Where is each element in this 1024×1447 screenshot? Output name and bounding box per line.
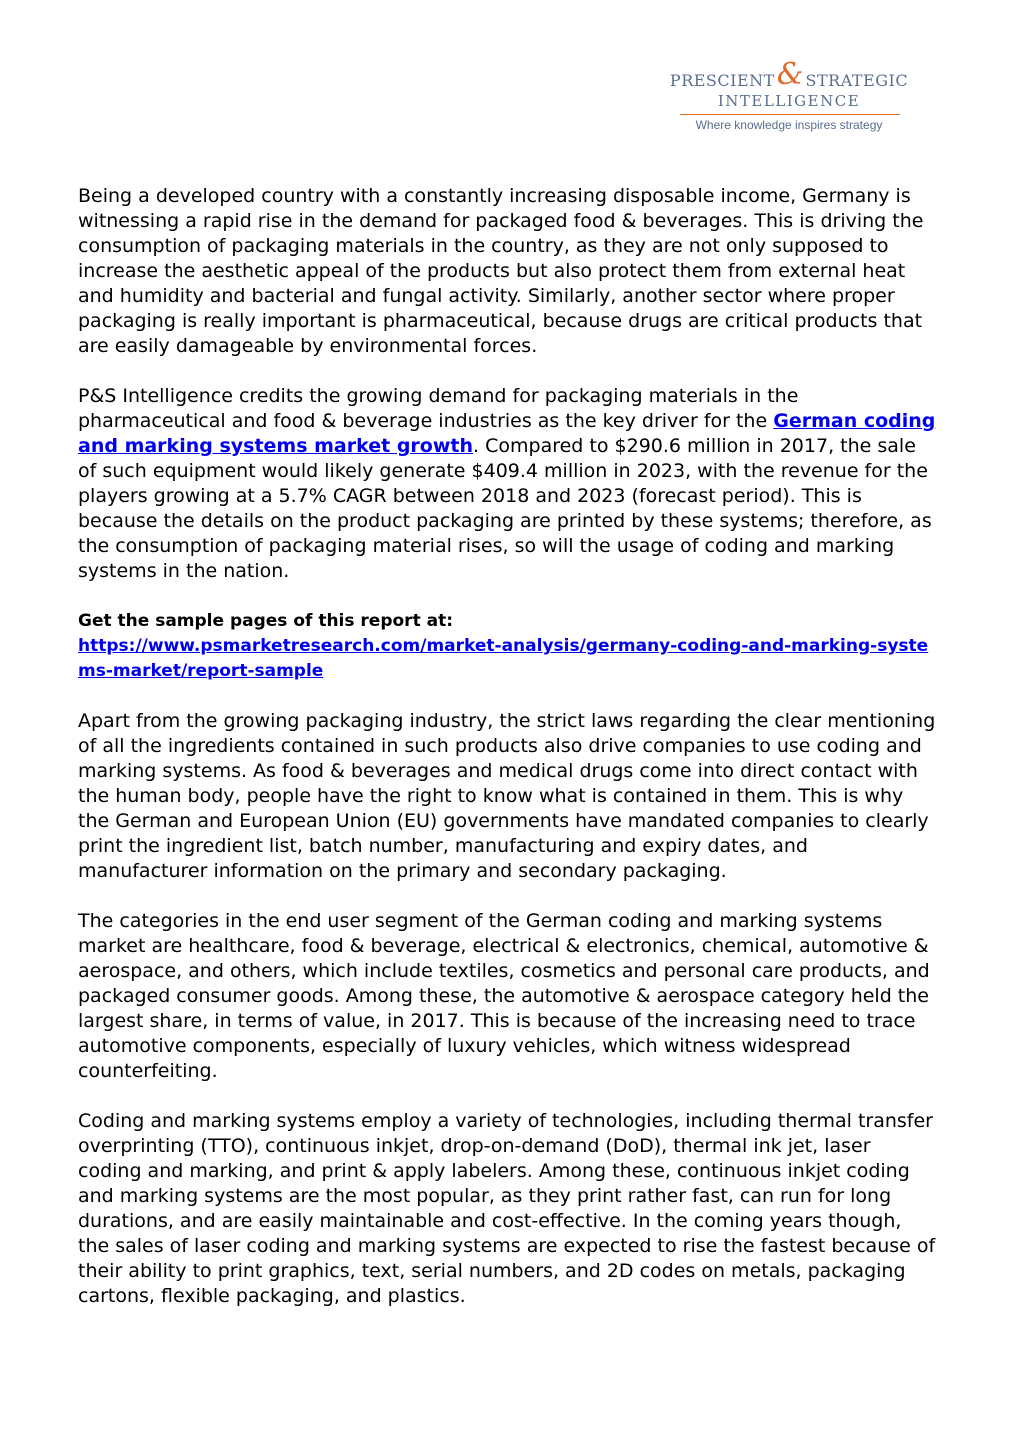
logo-word-intelligence: INTELLIGENCE bbox=[717, 92, 861, 110]
sample-report-link[interactable]: https://www.psmarketresearch.com/market-analysis/germany-coding-and-marking-systems-market/report-sample bbox=[78, 636, 929, 681]
paragraph-2-text-end: . Compared to $290.6 million in 2017, the sale of such equipment would likely generate $409.4 million in 2023, with the revenue for the players growing at a 5.7% CAGR between 2018 and 2023 (forecast period). This is because the details on the product packaging are printed by these systems; therefore, as the consumption of packaging material rises, so will the usage of coding and marking systems in the nation. bbox=[78, 435, 932, 582]
logo-wordmark-top bbox=[669, 57, 909, 92]
sample-pages-heading: Get the sample pages of this report at: bbox=[78, 611, 454, 631]
logo-tagline: Where knowledge inspires strategy bbox=[695, 118, 883, 132]
document-body bbox=[78, 184, 938, 1334]
paragraph-3: Apart from the growing packaging industry, the strict laws regarding the clear mentioning of all the ingredients contained in such products also drive companies to use coding and marking systems. As food & beverages and medical drugs come into direct contact with the human body, people have the right to know what is contained in them. This is why the German and European Union (EU) governments have mandated companies to clearly print the ingredient list, batch number, manufacturing and expiry dates, and manufacturer information on the primary and secondary packaging. bbox=[78, 710, 936, 882]
market-growth-link[interactable]: German coding and marking systems market growth bbox=[78, 410, 936, 457]
paragraph-2 bbox=[78, 384, 938, 584]
logo-divider bbox=[680, 114, 900, 115]
paragraph-1: Being a developed country with a constantly increasing disposable income, Germany is witnessing a rapid rise in the demand for packaged food & beverages. This is driving the consumption of packaging materials in the country, as they are not only supposed to increase the aesthetic appeal of the products but also protect them from external heat and humidity and bacterial and fungal activity. Similarly, another sector where proper packaging is really important is pharmaceutical, because drugs are critical products that are easily damageable by environmental forces. bbox=[78, 185, 924, 357]
sample-pages-block bbox=[78, 609, 938, 684]
paragraph-5: Coding and marking systems employ a variety of technologies, including thermal transfer overprinting (TTO), continuous inkjet, drop-on-demand (DoD), thermal ink jet, laser coding and marking, and print & apply labelers. Among these, continuous inkjet coding and marking systems are the most popular, as they print rather fast, can run for long durations, and are easily maintainable and cost-effective. In the coming years though, the sales of laser coding and marking systems are expected to rise the fastest because of their ability to print graphics, text, serial numbers, and 2D codes on metals, packaging cartons, flexible packaging, and plastics. bbox=[78, 1110, 936, 1307]
paragraph-2-text-start: P&S Intelligence credits the growing demand for packaging materials in the pharmaceutical and food & beverage industries as the key driver for the bbox=[78, 385, 799, 432]
logo-ampersand: & bbox=[776, 57, 804, 92]
logo-word-strategic: STRATEGIC bbox=[805, 71, 909, 90]
logo-word-prescient: PRESCIENT bbox=[669, 71, 775, 90]
company-logo bbox=[669, 57, 909, 136]
paragraph-4: The categories in the end user segment of the German coding and marking systems market are healthcare, food & beverage, electrical & electronics, chemical, automotive & aerospace, and others, which include textiles, cosmetics and personal care products, and packaged consumer goods. Among these, the automotive & aerospace category held the largest share, in terms of value, in 2017. This is because of the increasing need to trace automotive components, especially of luxury vehicles, which witness widespread counterfeiting. bbox=[78, 910, 930, 1082]
